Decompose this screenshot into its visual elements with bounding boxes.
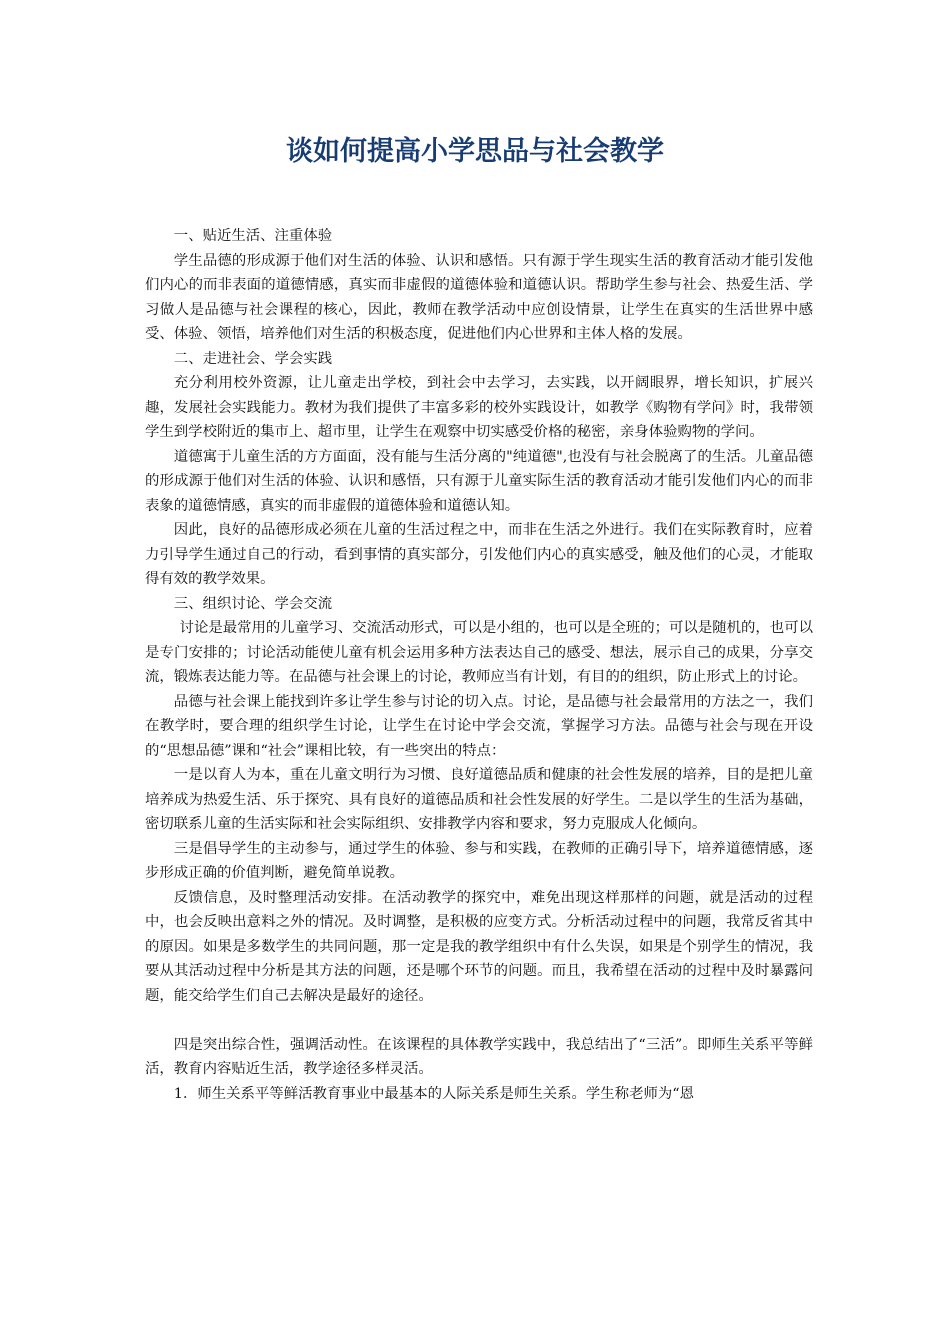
paragraph: 反馈信息，及时整理活动安排。在活动教学的探究中，难免出现这样那样的问题，就是活动的过程中，也会反映出意料之外的情况。及时调整，是积极的应变方式。分析活动过程中的问题，我常反省其中的原因。如果是多数学生的共同问题，那一定是我的教学组织中有什么失误，如果是个别学生的情况，我要从其活动过程中分析是其方法的问题，还是哪个环节的问题。而且，我希望在活动的过程中及时暴露问题，能交给学生们自己去解决是最好的途径。 xyxy=(145,889,813,1004)
section-heading-1: 一、贴近生活、注重体验 xyxy=(173,228,333,244)
document-body xyxy=(145,224,813,1106)
section-heading-2: 二、走进社会、学会实践 xyxy=(173,350,333,367)
paragraph: 因此，良好的品德形成必须在儿童的生活过程之中，而非在生活之外进行。我们在实际教育时，应着力引导学生通过自己的行动，看到事情的真实部分，引发他们内心的真实感受，触及他们的心灵，才能取得有效的教学效果。 xyxy=(145,522,813,587)
document-title: 谈如何提高小学思品与社会教学 xyxy=(286,136,664,167)
paragraph: 1．师生关系平等鲜活教育事业中最基本的人际关系是师生关系。学生称老师为“恩 xyxy=(173,1085,694,1102)
paragraph: 充分利用校外资源，让儿童走出学校，到社会中去学习，去实践，以开阔眼界，增长知识，扩展兴趣，发展社会实践能力。教材为我们提供了丰富多彩的校外实践设计，如教学《购物有学问》时，我带领学生到学校附近的集市上、超市里，让学生在观察中切实感受价格的秘密，亲身体验购物的学问。 xyxy=(145,375,813,440)
paragraph: 一是以育人为本，重在儿童文明行为习惯、良好道德品质和健康的社会性发展的培养，目的是把儿童培养成为热爱生活、乐于探究、具有良好的道德品质和社会性发展的好学生。二是以学生的生活为基础，密切联系儿童的生活实际和社会实际组织、安排教学内容和要求，努力克服成人化倾向。 xyxy=(145,767,813,832)
paragraph: 四是突出综合性，强调活动性。在该课程的具体教学实践中，我总结出了“三活”。即师生关系平等鲜活，教育内容贴近生活，教学途径多样灵活。 xyxy=(145,1036,813,1077)
paragraph: 品德与社会课上能找到许多让学生参与讨论的切入点。讨论，是品德与社会最常用的方法之一，我们在教学时，要合理的组织学生讨论，让学生在讨论中学会交流，掌握学习方法。品德与社会与现在开设的“思想品德”课和“社会”课相比较，有一些突出的特点： xyxy=(145,693,813,759)
paragraph: 讨论是最常用的儿童学习、交流活动形式，可以是小组的，也可以是全班的；可以是随机的，也可以是专门安排的；讨论活动能使儿童有机会运用多种方法表达自己的感受、想法，展示自己的成果，分享交流，锻炼表达能力等。在品德与社会课上的讨论，教师应当有计划，有目的的组织，防止形式上的讨论。 xyxy=(145,620,813,685)
paragraph: 道德寓于儿童生活的方方面面，没有能与生活分离的"纯道德",也没有与社会脱离了的生活。儿童品德的形成源于他们对生活的体验、认识和感悟，只有源于儿童实际生活的教育活动才能引发他们内心的而非表象的道德情感，真实的而非虚假的道德体验和道德认知。 xyxy=(145,448,813,514)
paragraph: 学生品德的形成源于他们对生活的体验、认识和感悟。只有源于学生现实生活的教育活动才能引发他们内心的而非表面的道德情感，真实而非虚假的道德体验和道德认识。帮助学生参与社会、热爱生活、学习做人是品德与社会课程的核心，因此，教师在教学活动中应创设情景，让学生在真实的生活世界中感受、体验、领悟，培养他们对生活的积极态度，促进他们内心世界和主体人格的发展。 xyxy=(145,252,813,342)
section-heading-3: 三、组织讨论、学会交流 xyxy=(173,595,333,612)
paragraph: 三是倡导学生的主动参与，通过学生的体验、参与和实践，在教师的正确引导下，培养道德情感，逐步形成正确的价值判断，避免简单说教。 xyxy=(145,840,813,881)
